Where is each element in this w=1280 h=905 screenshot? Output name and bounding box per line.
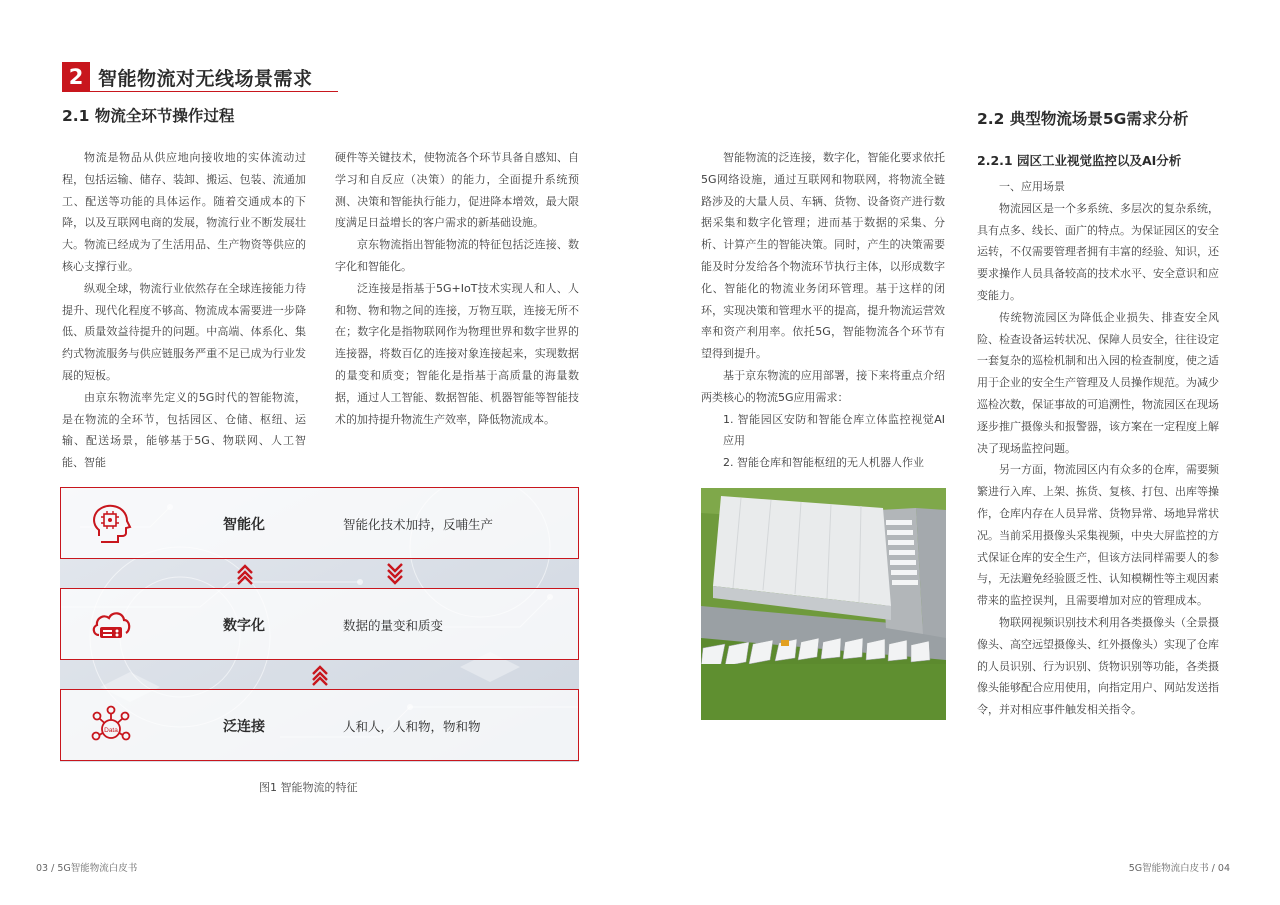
- paragraph: 另一方面，物流园区内有众多的仓库，需要频繁进行入库、上架、拣货、复核、打包、出库等操作，仓库内存在人员异常、货物异常、场地异常状况。当前采用摄像头采集视频，中央大屏监控的方式保证仓库的安全生产，但该方法同样需要人的参与，无法避免经验匮乏性、认知模糊性等主观因素带来的监控误判，且需要增加对应的管理成本。: [977, 463, 1219, 608]
- figure-caption: 图1 智能物流的特征: [259, 781, 358, 794]
- feature-description: 数据的量变和质变: [343, 618, 444, 633]
- paragraph: 纵观全球，物流行业依然存在全球连接能力待提升、现代化程度不够高、物流成本需要进一步降低、质量效益待提升的问题。中高端、体系化、集约式物流服务与供应链服务严重不足已成为行业发展的短板。: [62, 281, 306, 382]
- section-number: 2: [62, 62, 90, 92]
- paragraph: 物流是物品从供应地向接收地的实体流动过程，包括运输、储存、装卸、搬运、包装、流通加工、配送等功能的具体运作。随着交通成本的下降，以及互联网电商的发展，物流行业不断发展壮大。物流已经成为了生活用品、生产物资等供应的核心支撑行业。: [62, 151, 306, 273]
- paragraph-continued: 硬件等关键技术，使物流各个环节具备自感知、自学习和自反应（决策）的能力，全面提升系统预测、决策和智能执行能力，促进降本增效，最大限度满足日益增长的客户需求的新基础设施。: [335, 151, 579, 230]
- warehouse-aerial-photo: [701, 488, 946, 720]
- paragraph: 基于京东物流的应用部署，接下来将重点介绍两类核心的物流5G应用需求：: [701, 368, 945, 404]
- feature-card-pan-connection: [60, 689, 579, 761]
- feature-card-digital: [60, 588, 579, 660]
- chevron-down-icon: [385, 563, 405, 585]
- section-header: [62, 62, 313, 92]
- heading-2-2: 2.2 典型物流场景5G需求分析: [977, 110, 1189, 128]
- paragraph: 由京东物流率先定义的5G时代的智能物流，是在物流的全环节，包括园区、仓储、枢纽、运输、配送场景，能够基于5G、物联网、人工智能、智能: [62, 390, 306, 470]
- feature-description: 人和人，人和物，物和物: [343, 719, 481, 734]
- text-column-2: [335, 147, 579, 430]
- list-item: 2. 智能仓库和智能枢纽的无人机器人作业: [723, 456, 924, 470]
- item-heading: 一、应用场景: [999, 180, 1065, 193]
- ai-head-icon: [89, 502, 133, 546]
- paragraph: 物联网视频识别技术利用各类摄像头（全景摄像头、高空远望摄像头、红外摄像头）实现了仓库的人员识别、行为识别、货物识别等功能，各类摄像头能够配合应用使用，向指定用户、网站发送指令，并对相应事件触发相关指令。: [977, 615, 1219, 717]
- section-divider: [62, 91, 338, 92]
- footer-page-left: 03 / 5G智能物流白皮书: [36, 863, 138, 874]
- list-item: 1. 智能园区安防和智能仓库立体监控视觉AI应用: [723, 412, 945, 448]
- feature-description: 智能化技术加持，反哺生产: [343, 517, 494, 532]
- figure-smart-logistics-features: [60, 487, 579, 762]
- paragraph: 智能物流的泛连接，数字化，智能化要求依托5G网络设施，通过互联网和物联网，将物流全链路涉及的大量人员、车辆、货物、设备资产进行数据采集和数字化管理；进而基于数据的采集、分析、计算产生的智能决策。同时，产生的决策需要能及时分发给各个物流环节执行主体，以形成数字化、智能化的物流业务闭环管理。基于这样的闭环，实现决策和管理水平的提高，提升物流运营效率和资产利用率。依托5G，智能物流各个环节有望得到提升。: [701, 151, 945, 361]
- text-column-3: [701, 147, 945, 474]
- chevron-up-icon: [235, 563, 255, 585]
- section-title: 智能物流对无线场景需求: [98, 67, 313, 90]
- footer-page-right: 5G智能物流白皮书 / 04: [1128, 863, 1230, 874]
- feature-label: 数字化: [223, 618, 265, 634]
- text-column-1: [62, 147, 306, 474]
- chevron-up-icon: [310, 664, 330, 686]
- text-column-4: [977, 176, 1219, 721]
- heading-2-2-1: 2.2.1 园区工业视觉监控以及AI分析: [977, 153, 1182, 168]
- icon-data-text: Data: [104, 727, 118, 734]
- data-cloud-icon: [89, 603, 133, 647]
- paragraph: 京东物流指出智能物流的特征包括泛连接、数字化和智能化。: [335, 238, 579, 273]
- heading-2-1: 2.1 物流全环节操作过程: [62, 107, 235, 125]
- data-network-icon: [89, 704, 133, 748]
- feature-label: 泛连接: [223, 719, 265, 735]
- paragraph: 传统物流园区为降低企业损失、排查安全风险、检查设备运转状况、保障人员安全，往往设定一套复杂的巡检机制和出入园的检查制度，使之适用于企业的安全生产管理及人员操作规范。为减少巡检次数，保证事故的可追溯性，物流园区在现场逐步推广摄像头和报警器，该方案在一定程度上解决了现场监控问题。: [977, 310, 1219, 455]
- feature-card-intelligent: [60, 487, 579, 559]
- paragraph: 物流园区是一个多系统、多层次的复杂系统，具有点多、线长、面广的特点。为保证园区的安全运转，不仅需要管理者拥有丰富的经验、知识，还要求操作人员具备较高的技术水平、安全意识和应变能力。: [977, 201, 1219, 302]
- feature-label: 智能化: [223, 517, 265, 533]
- paragraph: 泛连接是指基于5G+IoT技术实现人和人、人和物、物和物之间的连接，万物互联，连接无所不在；数字化是指物联网作为物理世界和数字世界的连接器，将数百亿的连接对象连接起来，实现数据的量变和质变；智能化是指基于高质量的海量数据，通过人工智能、数据智能、机器智能等智能技术的加持提升物流生产效率，降低物流成本。: [335, 281, 579, 426]
